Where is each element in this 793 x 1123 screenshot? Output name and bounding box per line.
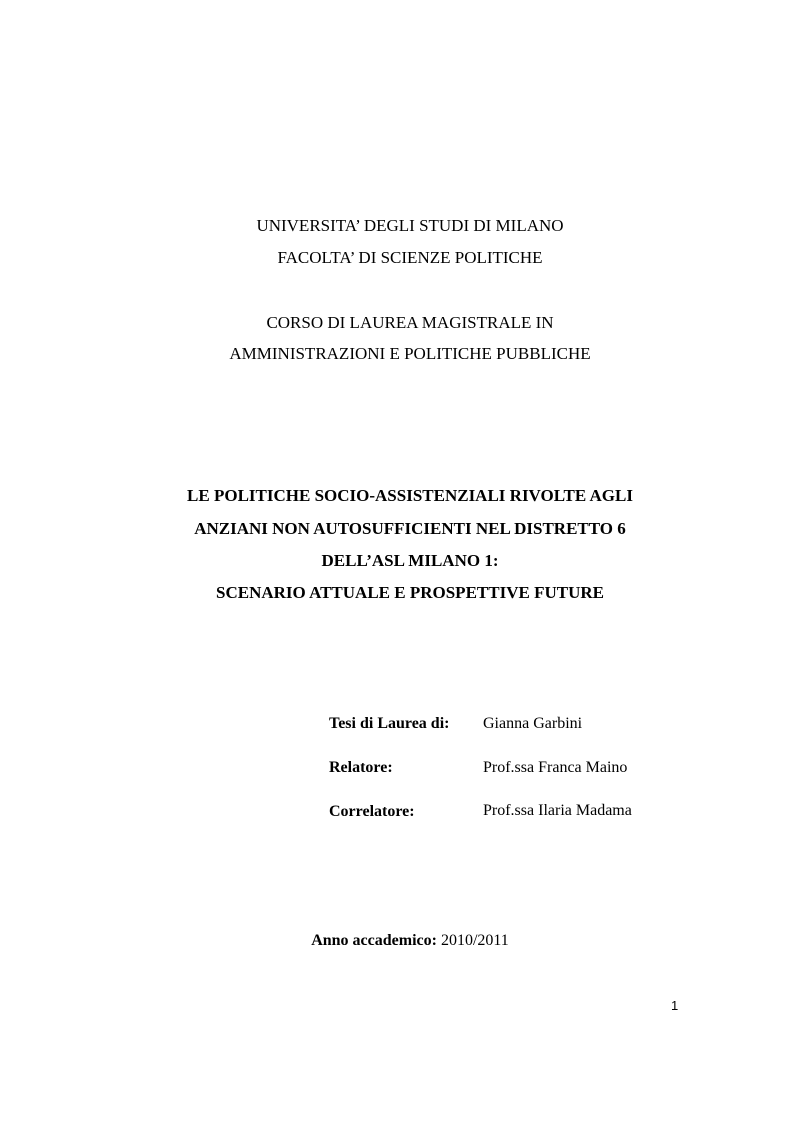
author-label: Tesi di Laurea di:: [329, 715, 450, 732]
advisor-name: Prof.ssa Franca Maino: [483, 759, 628, 776]
faculty-name: FACOLTA’ DI SCIENZE POLITICHE: [277, 248, 543, 267]
advisor-label: Relatore:: [329, 759, 393, 776]
coadvisor-name: Prof.ssa Ilaria Madama: [483, 802, 632, 819]
thesis-title-line-1: LE POLITICHE SOCIO-ASSISTENZIALI RIVOLTE AGLI: [187, 486, 633, 505]
course-line-2: AMMINISTRAZIONI E POLITICHE PUBBLICHE: [229, 344, 591, 363]
thesis-title-line-4: SCENARIO ATTUALE E PROSPETTIVE FUTURE: [216, 583, 604, 602]
academic-year: [0, 931, 793, 951]
author-name: Gianna Garbini: [483, 715, 583, 732]
coadvisor-label: Correlatore:: [329, 803, 415, 820]
thesis-title-line-3: DELL’ASL MILANO 1:: [321, 551, 499, 570]
course-line-1: CORSO DI LAUREA MAGISTRALE IN: [266, 313, 554, 332]
thesis-title-line-2: ANZIANI NON AUTOSUFFICIENTI NEL DISTRETTO 6: [194, 519, 626, 538]
page-number: 1: [671, 998, 679, 1013]
academic-year-value: 2010/2011: [440, 932, 509, 949]
university-name: UNIVERSITA’ DEGLI STUDI DI MILANO: [256, 216, 564, 235]
academic-year-label: Anno accademico:: [311, 932, 437, 949]
